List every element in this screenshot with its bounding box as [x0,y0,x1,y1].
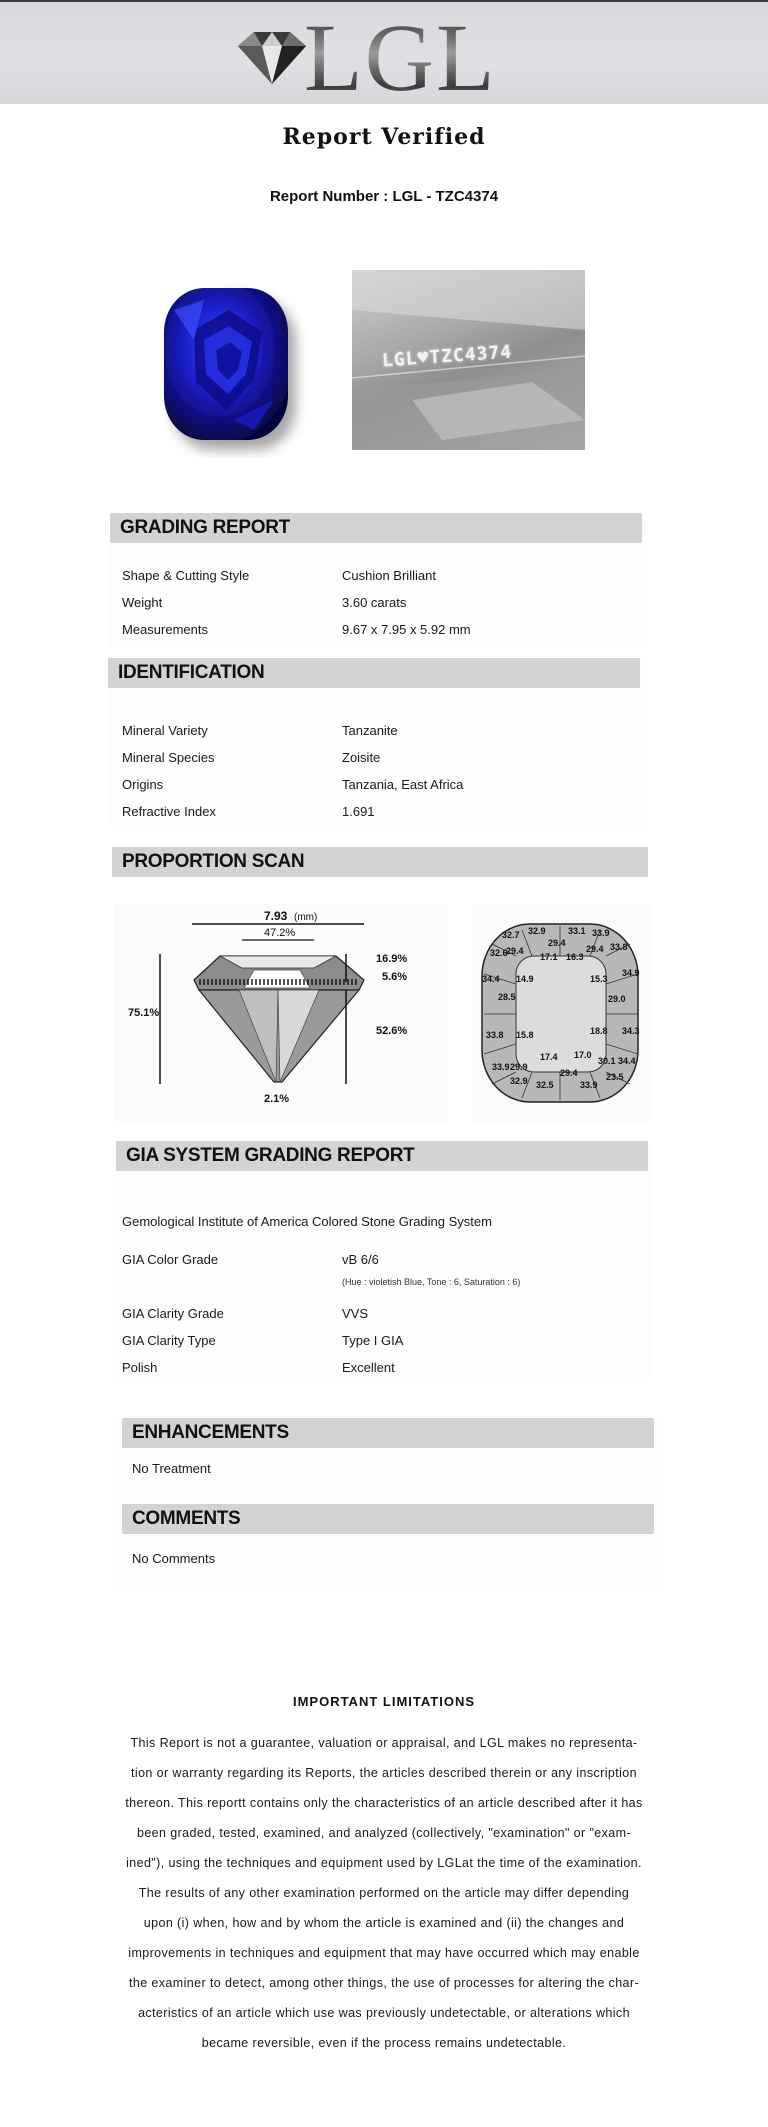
enhancements-heading: ENHANCEMENTS [122,1418,654,1448]
limitations-line: thereon. This reportt contains only the characteristics of an article described after it has [125,1796,643,1810]
facet-value: 28.5 [498,992,516,1002]
facet-value: 23.5 [606,1072,624,1082]
limitations-line: This Report is not a guarantee, valuation or appraisal, and LGL makes no representa- [130,1736,638,1750]
page-title: Report Verified [282,124,486,150]
facet-value: 29.4 [586,944,604,954]
facet-value: 33.8 [610,942,628,952]
limitations-line: acteristics of an article which use was previously undetectable, or alterations which [138,2006,630,2020]
width-unit: (mm) [294,912,318,923]
gemstone-photo [134,270,324,458]
limitations-line: became reversible, even if the process remains undetectable. [201,2036,567,2050]
facet-value: 29.4 [506,946,524,956]
facet-value: 34.4 [482,974,500,984]
report-number: Report Number : LGL - TZC4374 [269,188,499,205]
inscription-text: LGL♥TZC4374 [381,341,513,372]
facet-value: 32.9 [510,1076,528,1086]
limitations-line: tion or warranty regarding its Reports, the articles described therein or any inscription [131,1766,637,1780]
polish-value: Excellent [342,1360,395,1375]
measurements-value: 9.67 x 7.95 x 5.92 mm [342,622,471,637]
limitations-line: ined"), using the techniques and equipment used by LGLat the time of the examination. [126,1856,642,1870]
facet-value: 32.6 [490,948,508,958]
shape-label: Shape & Cutting Style [122,568,250,583]
inscription-photo [352,270,585,450]
facet-value: 16.3 [566,952,584,962]
limitations-title: IMPORTANT LIMITATIONS [292,1694,476,1709]
shape-value: Cushion Brilliant [342,568,436,583]
mineral-variety-value: Tanzanite [342,723,398,738]
facet-map-diagram [472,904,652,1122]
proportion-scan-heading: PROPORTION SCAN [112,847,648,877]
gia-clarity-grade-value: VVS [342,1306,369,1321]
gia-color-label: GIA Color Grade [122,1252,219,1267]
facet-value: 34.3 [622,1026,640,1036]
depth-pct: 75.1% [128,1007,160,1019]
limitations-line: the examiner to detect, among other things, the use of processes for altering the char- [128,1976,640,1990]
proportion-profile-diagram [114,904,448,1122]
logo-text: LGL [304,4,497,111]
girdle-pct: 5.6% [382,971,408,983]
facet-value: 33.9 [580,1080,598,1090]
facet-value: 15.3 [590,974,608,984]
crown-pct: 16.9% [376,953,408,965]
facet-value: 29.4 [548,938,566,948]
weight-value: 3.60 carats [342,595,407,610]
width-label: 7.93 [264,909,288,923]
gia-system-name: Gemological Institute of America Colored Stone Grading System [122,1214,492,1229]
facet-value: 32.7 [502,930,520,940]
gia-heading: GIA SYSTEM GRADING REPORT [116,1141,648,1171]
facet-value: 29.0 [608,994,626,1004]
origins-value: Tanzania, East Africa [342,777,464,792]
facet-value: 17.1 [540,952,558,962]
comments-heading: COMMENTS [122,1504,654,1534]
comments-value: No Comments [132,1551,216,1566]
facet-value: 14.9 [516,974,534,984]
facet-value: 33.9 [592,928,610,938]
measurements-label: Measurements [122,622,208,637]
enhancements-value: No Treatment [132,1461,211,1476]
pavilion-pct: 52.6% [376,1025,408,1037]
refractive-index-value: 1.691 [342,804,375,819]
facet-value: 15.8 [516,1030,534,1040]
gia-clarity-grade-label: GIA Clarity Grade [122,1306,224,1321]
limitations-line: The results of any other examination performed on the article may differ depending [138,1886,630,1900]
facet-value: 30.1 [598,1056,616,1066]
identification-heading: IDENTIFICATION [108,658,640,688]
facet-value: 29.4 [560,1068,578,1078]
facet-value: 18.8 [590,1026,608,1036]
mineral-species-value: Zoisite [342,750,381,765]
gia-clarity-type-label: GIA Clarity Type [122,1333,216,1348]
mineral-species-label: Mineral Species [122,750,215,765]
facet-value: 33.8 [486,1030,504,1040]
limitations-line: been graded, tested, examined, and analyzed (collectively, "examination" or "exam- [136,1826,632,1840]
header-banner [0,2,768,111]
origins-label: Origins [122,777,164,792]
facet-value: 34.9 [622,968,640,978]
facet-value: 32.9 [528,926,546,936]
weight-label: Weight [122,595,163,610]
gia-color-note: (Hue : violetish Blue, Tone : 6, Saturation : 6) [342,1277,521,1287]
gia-clarity-type-value: Type I GIA [342,1333,404,1348]
facet-value: 17.0 [574,1050,592,1060]
facet-value: 29.9 [510,1062,528,1072]
mineral-variety-label: Mineral Variety [122,723,208,738]
culet-pct: 2.1% [264,1093,290,1105]
polish-label: Polish [122,1360,158,1375]
limitations-line: upon (i) when, how and by whom the article is examined and (ii) the changes and [143,1916,625,1930]
table-pct: 47.2% [264,927,296,939]
facet-value: 33.1 [568,926,586,936]
refractive-index-label: Refractive Index [122,804,216,819]
diamond-logo-icon [232,28,312,88]
facet-value: 32.5 [536,1080,554,1090]
facet-value: 34.4 [618,1056,636,1066]
grading-report-heading: GRADING REPORT [110,513,642,543]
limitations-line: improvements in techniques and equipment that may have occurred which may enable [128,1946,640,1960]
gia-color-value: vB 6/6 [342,1252,379,1267]
facet-value: 33.9 [492,1062,510,1072]
facet-value: 17.4 [540,1052,558,1062]
